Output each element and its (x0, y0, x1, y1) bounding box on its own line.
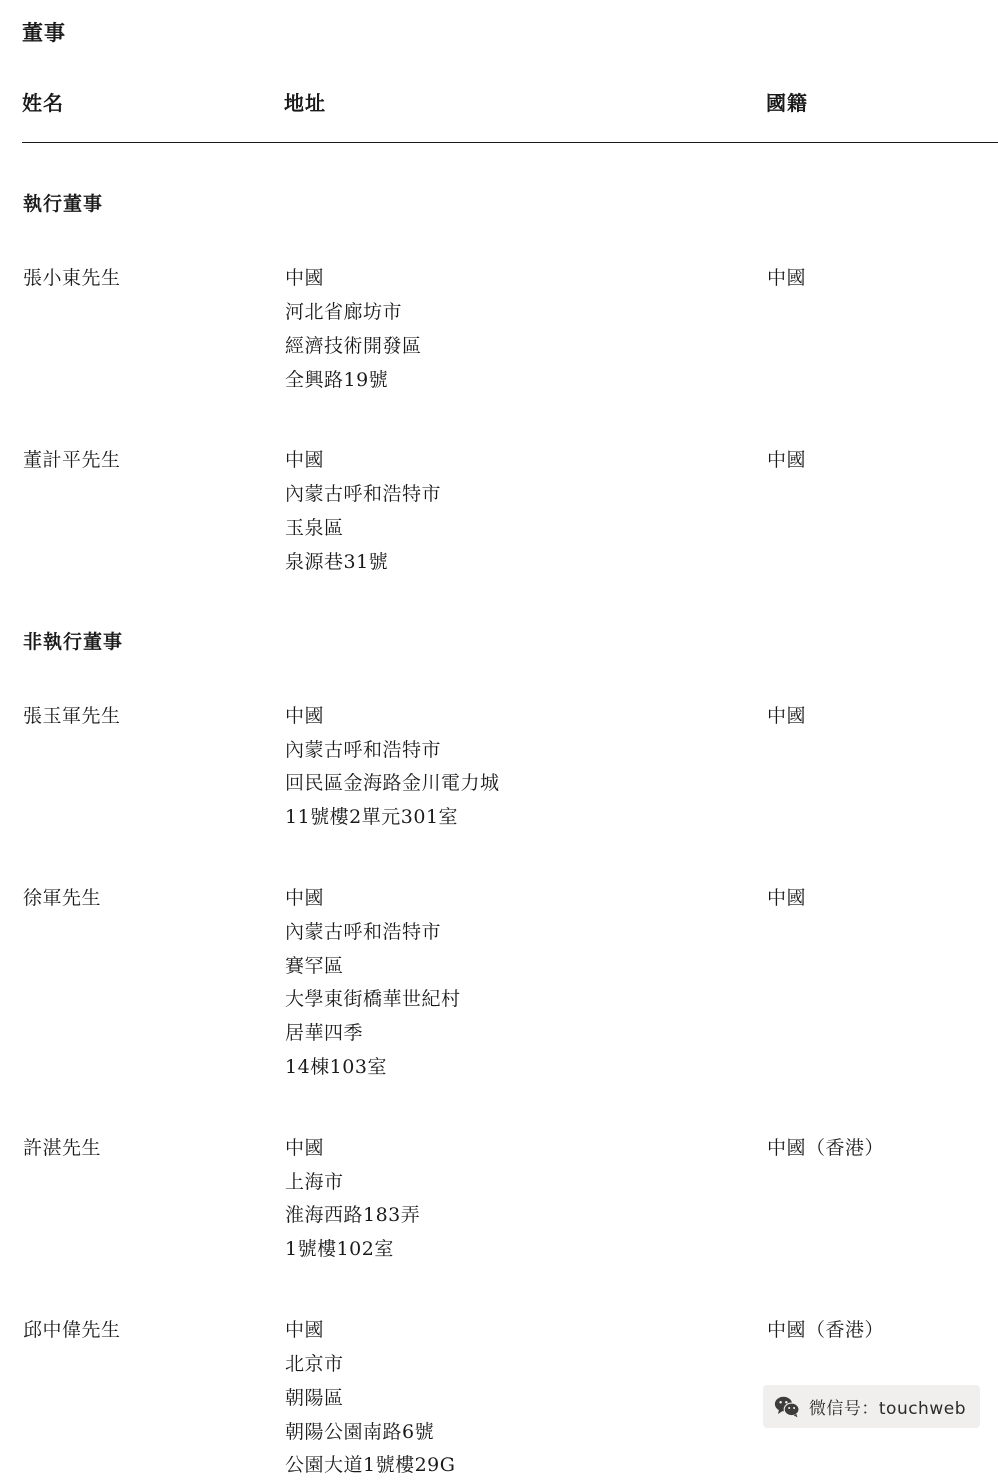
section-heading: 非執行董事 (23, 630, 124, 653)
table-row (22, 836, 998, 1086)
column-header-nationality: 國籍 (766, 87, 998, 143)
table-row (22, 216, 998, 398)
table-row (22, 1086, 998, 1268)
director-name: 許湛先生 (23, 1136, 102, 1159)
watermark-text: 微信号：touchweb (808, 1399, 966, 1419)
director-name: 張小東先生 (23, 267, 121, 290)
director-name: 徐軍先生 (23, 886, 102, 909)
column-header-name: 姓名 (22, 87, 284, 143)
section-heading: 執行董事 (23, 193, 104, 216)
director-address: 中國 內蒙古呼和浩特市 玉泉區 泉源巷31號 (285, 449, 442, 573)
director-address: 中國 內蒙古呼和浩特市 賽罕區 大學東街橋華世紀村 居華四季 14棟103室 (285, 886, 461, 1078)
table-row (22, 654, 998, 836)
page-title: 董事 (22, 20, 66, 45)
wechat-icon (774, 1396, 800, 1418)
director-name: 張玉軍先生 (23, 704, 121, 727)
director-nationality: 中國 (767, 886, 807, 909)
director-nationality: 中國（香港） (767, 1136, 885, 1159)
director-address: 中國 河北省廊坊市 經濟技術開發區 全興路19號 (285, 267, 422, 391)
director-nationality: 中國 (767, 704, 807, 727)
directors-table (22, 87, 998, 1484)
table-row (22, 398, 998, 580)
director-nationality: 中國（香港） (767, 1319, 885, 1342)
watermark-badge (763, 1385, 980, 1428)
director-address: 中國 內蒙古呼和浩特市 回民區金海路金川電力城 11號樓2單元301室 (285, 704, 500, 829)
directors-table-body (22, 143, 998, 1484)
director-address: 中國 上海市 淮海西路183弄 1號樓102室 (285, 1136, 421, 1261)
director-name: 邱中偉先生 (23, 1319, 121, 1342)
section-heading-row (22, 143, 998, 217)
table-row (22, 1268, 998, 1484)
director-nationality: 中國 (767, 449, 807, 472)
column-header-address: 地址 (284, 87, 766, 143)
director-address: 中國 北京市 朝陽區 朝陽公園南路6號 公園大道1號樓29G (285, 1319, 456, 1477)
table-header-row (22, 87, 998, 143)
director-name: 董計平先生 (23, 449, 121, 472)
section-heading-row (22, 581, 998, 654)
director-nationality: 中國 (767, 267, 807, 290)
